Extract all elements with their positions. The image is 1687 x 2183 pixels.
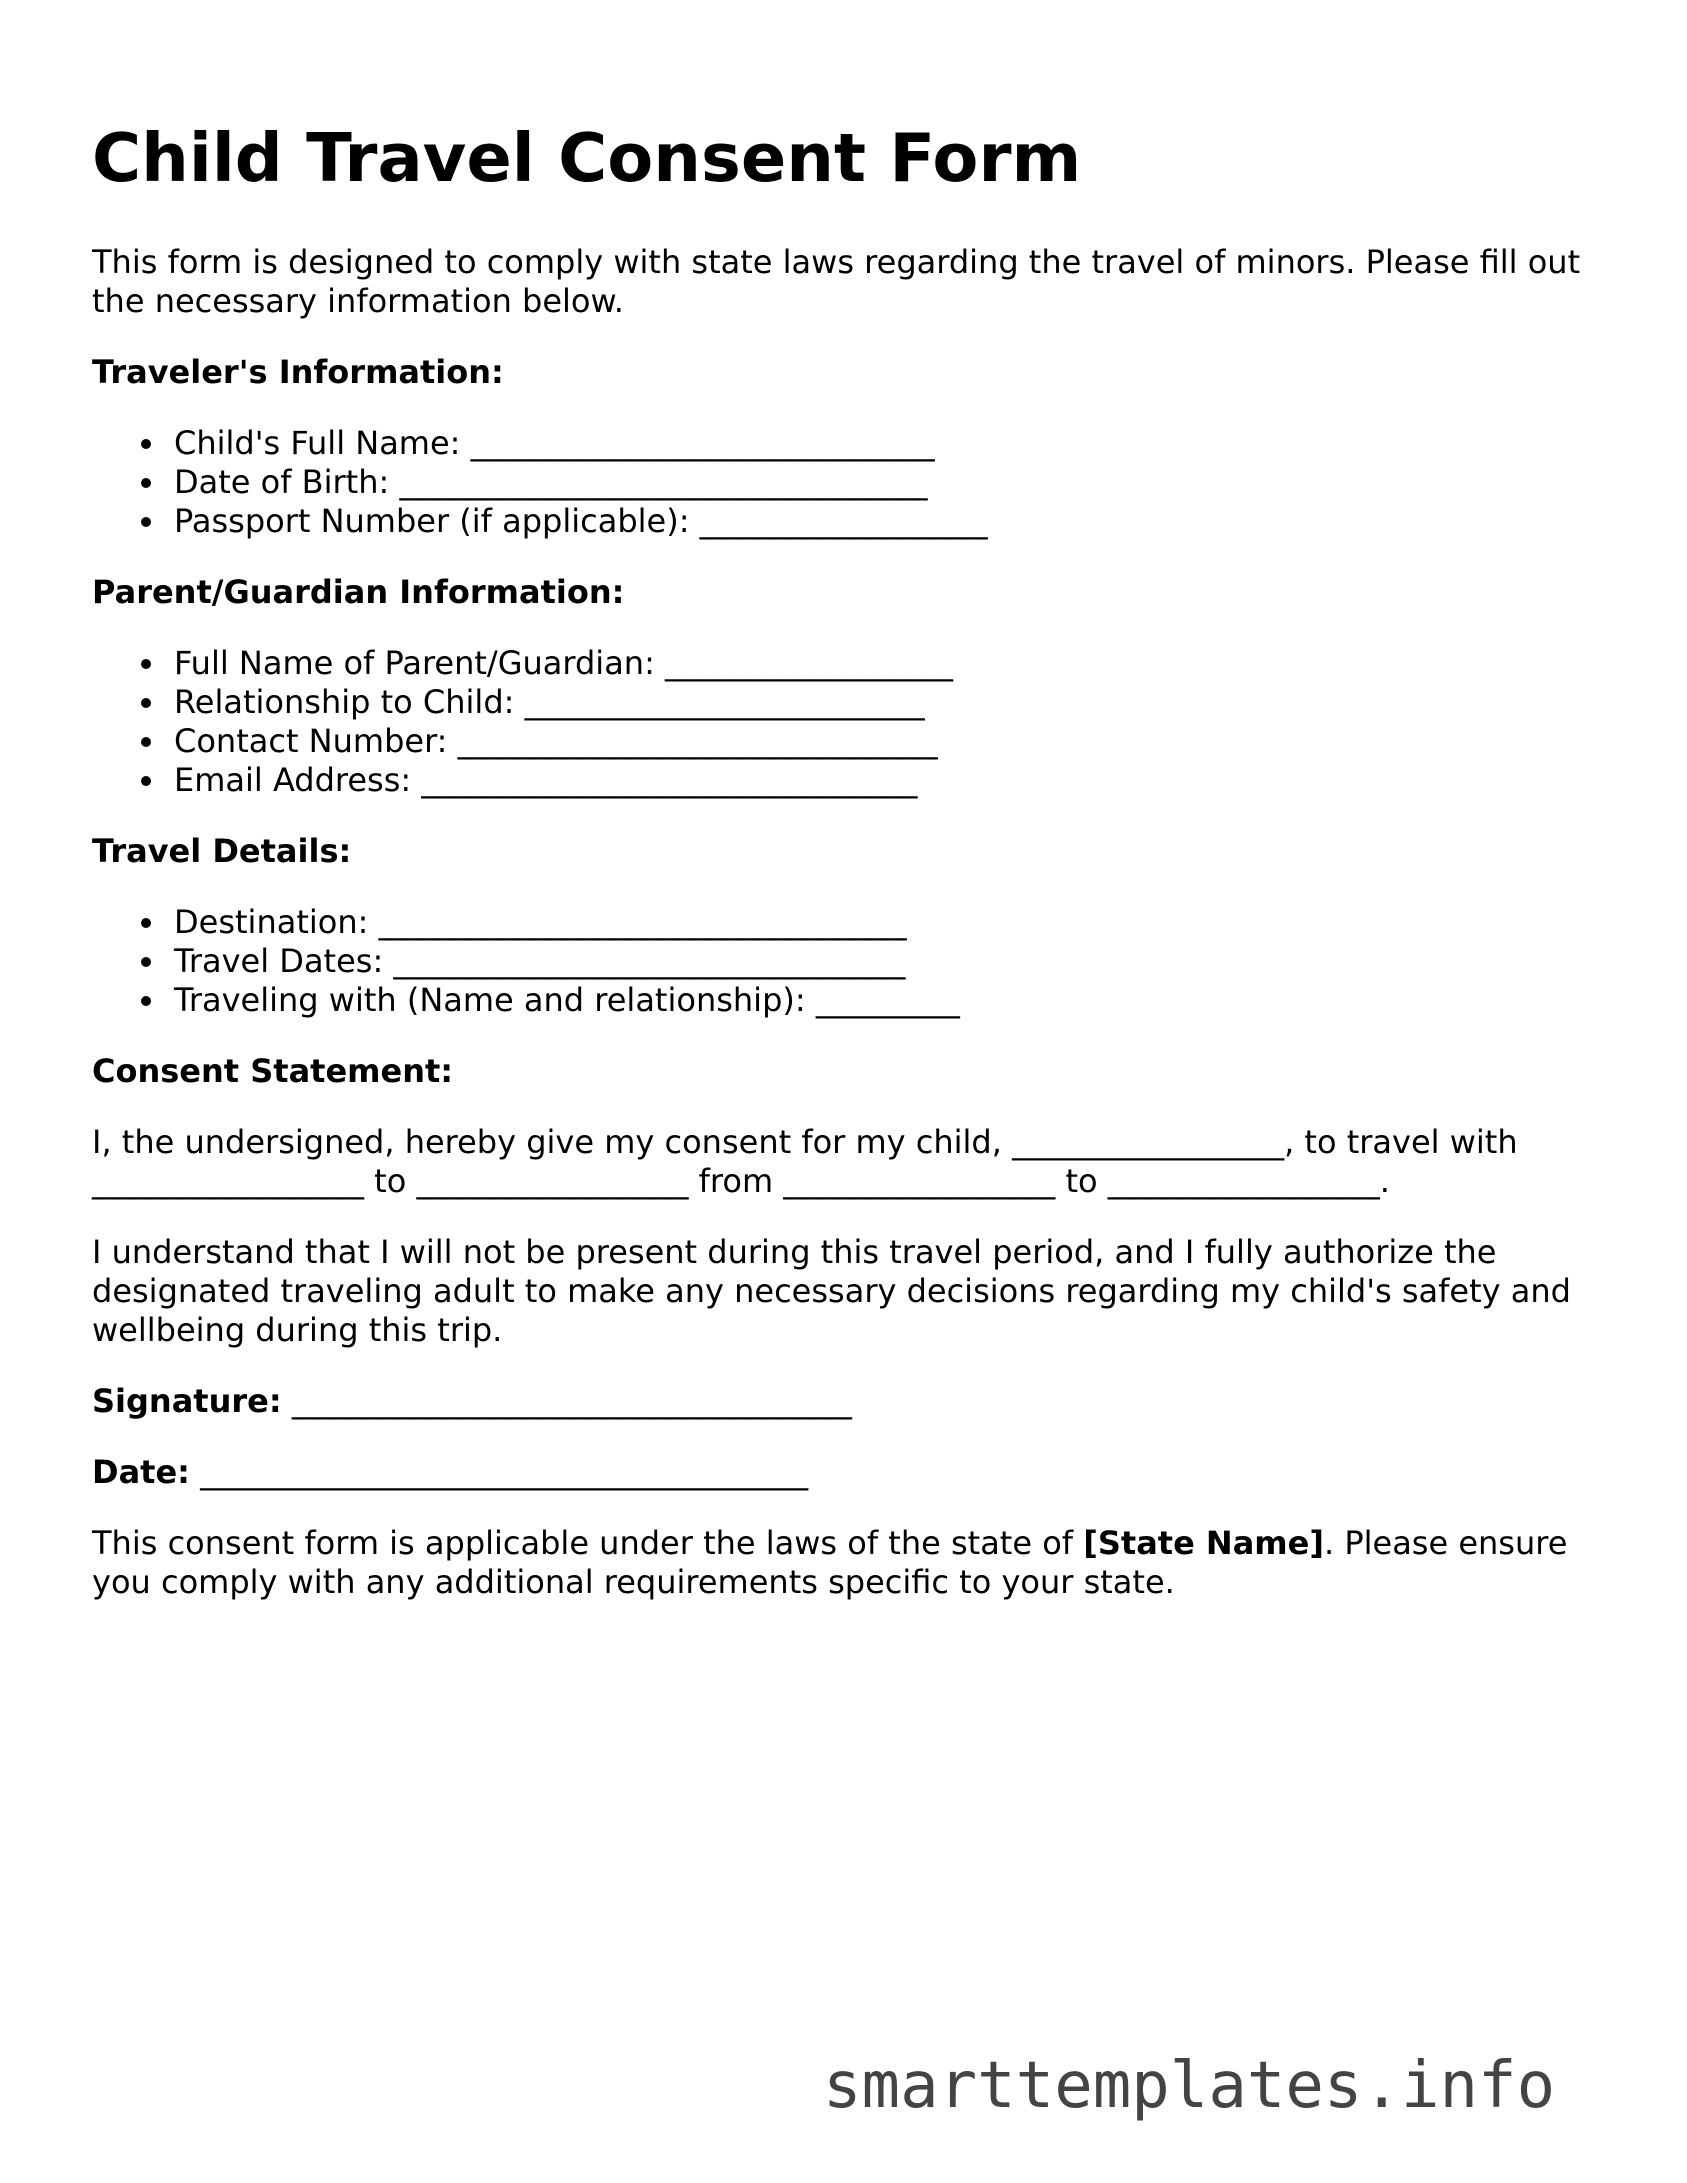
travel-section-heading: Travel Details: [92,832,352,870]
signature-field [92,1382,1602,1421]
traveler-section-heading: Traveler's Information: [92,353,504,391]
document-page [92,118,1602,1634]
bullet-icon [141,737,151,747]
bullet-icon [141,698,151,708]
guardian-section-heading: Parent/Guardian Information: [92,573,625,611]
field-guardian-name: Full Name of Parent/Guardian: __________________ [174,644,954,682]
consent-section-heading: Consent Statement: [92,1052,454,1090]
bullet-icon [141,776,151,786]
list-item [174,722,1602,761]
date-line: ______________________________________ [200,1453,809,1491]
intro-paragraph: This form is designed to comply with state laws regarding the travel of minors. Please fill out the necessary information below. [92,243,1581,320]
signature-line: ___________________________________ [291,1382,852,1420]
bullet-icon [141,918,151,928]
bullet-icon [141,996,151,1006]
bullet-icon [141,517,151,527]
page-title: Child Travel Consent Form [92,119,1082,197]
date-field [92,1453,1602,1492]
field-travel-dates: Travel Dates: ________________________________ [174,942,906,980]
list-item [174,981,1602,1020]
list-item [174,644,1602,683]
travel-field-list [92,903,1602,1020]
list-item [174,903,1602,942]
bullet-icon [141,478,151,488]
list-item [174,683,1602,722]
list-item [174,942,1602,981]
field-email-address: Email Address: _______________________________ [174,761,918,799]
footer-text-before: This consent form is applicable under the laws of the state of [92,1524,1084,1562]
consent-understanding: I understand that I will not be present during this travel period, and I fully authorize the designated traveling adult to make any necessary decisions regarding my child's safety and wellbeing during this trip. [92,1233,1571,1349]
state-name-placeholder: [State Name] [1083,1524,1324,1562]
field-date-of-birth: Date of Birth: _________________________________ [174,463,928,501]
list-item [174,424,1602,463]
field-destination: Destination: _________________________________ [174,903,907,941]
footer-text-after: . Please ensure you comply with any additional requirements specific to your state. [92,1524,1568,1601]
bullet-icon [141,439,151,449]
footer-paragraph [92,1524,1602,1602]
signature-label: Signature: [92,1382,282,1420]
list-item [174,502,1602,541]
field-contact-number: Contact Number: ______________________________ [174,722,938,760]
field-relationship: Relationship to Child: _________________________ [174,683,925,721]
field-traveling-with: Traveling with (Name and relationship): _________ [174,981,960,1019]
field-child-name: Child's Full Name: _____________________________ [174,424,935,462]
watermark-text: smarttemplates.info [823,2049,1556,2123]
list-item [174,463,1602,502]
list-item [174,761,1602,800]
consent-statement: I, the undersigned, hereby give my consent for my child, _________________, to travel with _________________ to _________________ from _________________ to _________________. [92,1123,1518,1200]
bullet-icon [141,957,151,967]
field-passport-number: Passport Number (if applicable): __________________ [174,502,988,540]
guardian-field-list [92,644,1602,800]
date-label: Date: [92,1453,190,1491]
bullet-icon [141,659,151,669]
traveler-field-list [92,424,1602,541]
